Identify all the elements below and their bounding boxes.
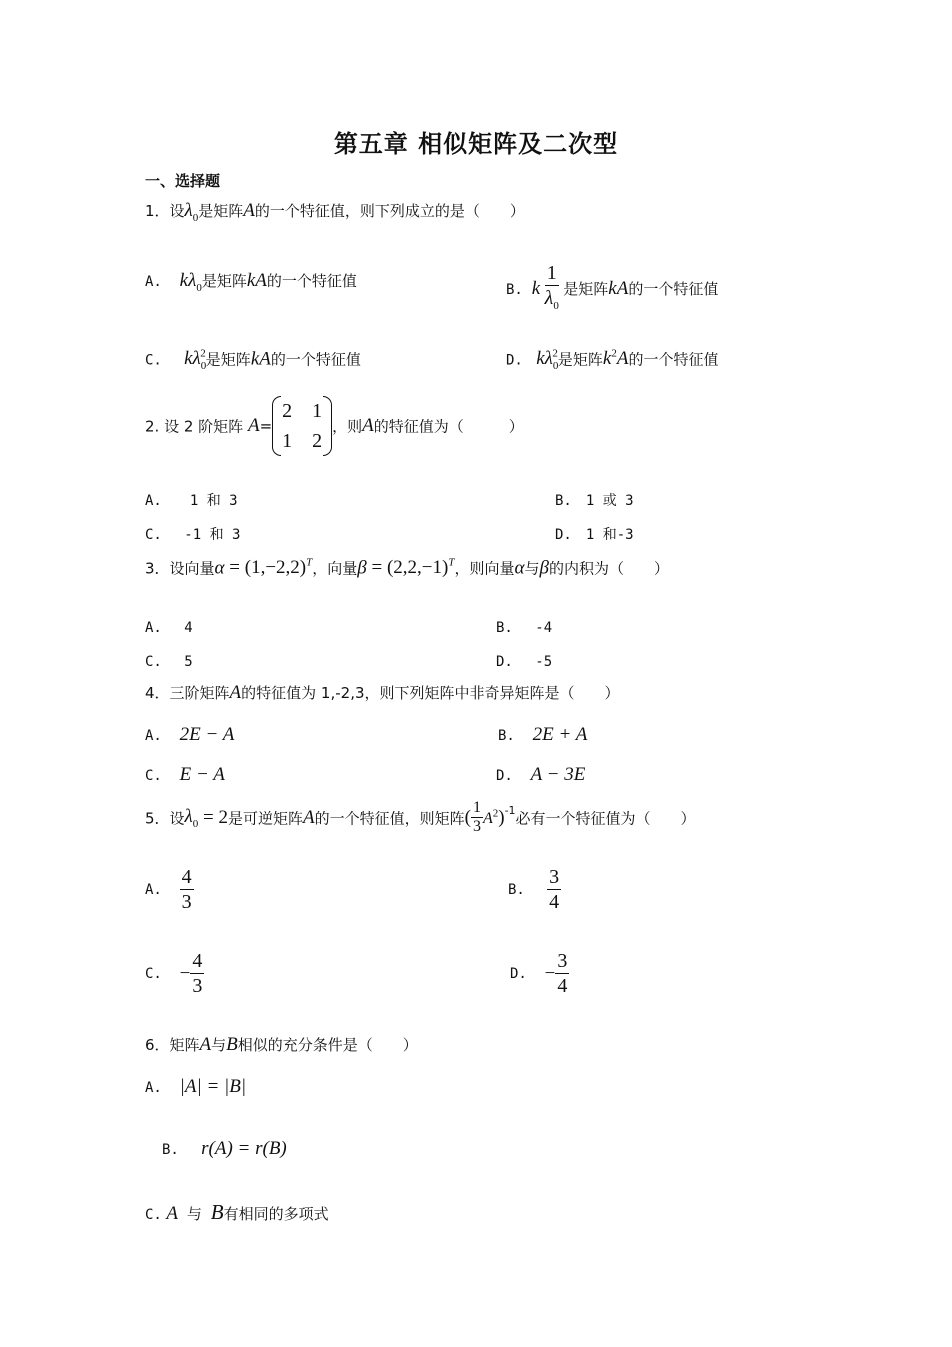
q2-option-c[interactable]: C. -1 和 3	[145, 527, 241, 543]
q4-option-b[interactable]: B. 2E + A	[498, 724, 588, 745]
q1-option-d[interactable]: D. $k\lambda_0^2$是矩阵$k^2A$的一个特征值	[506, 348, 719, 373]
q3-option-d[interactable]: D. -5	[496, 654, 553, 670]
q2-option-a[interactable]: A. 1 和 3	[145, 493, 238, 509]
q5-option-b[interactable]: B. $\frac{3}{4}$	[508, 866, 560, 913]
q1-option-b[interactable]: B. k $\frac{1}{\lambda_0}$ 是矩阵kA的一个特征值	[506, 262, 718, 318]
q4-option-d[interactable]: D. A − 3E	[496, 764, 586, 785]
q1-b-fraction: $\frac{1}{\lambda_0}$	[544, 262, 559, 312]
q2-matrix: 2 1 1 2	[272, 396, 332, 456]
q1-option-a[interactable]: A. $k\lambda_0$是矩阵kA的一个特征值	[145, 270, 357, 294]
q1-a-expr: $k\lambda_0$	[179, 270, 202, 294]
q1-lambda: $\lambda_0$	[184, 200, 199, 224]
question-3: 3．设向量$\alpha = (1,-2,2)^T$，向量$\beta = (2,2,-1)^T$，则向量α与β的内积为（ ）	[145, 557, 669, 579]
question-6: 6．矩阵A与B相似的充分条件是（ ）	[145, 1034, 418, 1055]
q1-matrix-a: A	[243, 200, 255, 221]
q1-text: 是矩阵	[198, 202, 244, 220]
question-2: 2. 设 2 阶矩阵 A= 2 1 1 2 ，则A的特征值为（ ）	[145, 396, 524, 456]
q5-option-d[interactable]: D. − $\frac{3}{4}$	[510, 950, 568, 997]
q6-option-b[interactable]: B. r(A) = r(B)	[162, 1138, 287, 1159]
question-1	[145, 200, 525, 224]
q6-option-c[interactable]: C. A 与 B有相同的多项式	[145, 1200, 329, 1224]
q3-option-a[interactable]: A. 4	[145, 620, 193, 636]
q5-option-a[interactable]: A. $\frac{4}{3}$	[145, 866, 192, 913]
q1-text-2: 的一个特征值，则下列成立的是（ ）	[254, 202, 525, 220]
question-5: 5．设$\lambda_0 = 2$是可逆矩阵A的一个特征值，则矩阵( $\frac{1}{3}$ $A^2)^{-1}$必有一个特征值为（ ）	[145, 799, 696, 835]
q1-option-c[interactable]: C. $k\lambda_0^2$是矩阵kA的一个特征值	[145, 348, 361, 373]
q6-option-a[interactable]: A. |A| = |B|	[145, 1076, 247, 1097]
q2-option-b[interactable]: B. 1 或 3	[555, 493, 634, 509]
q5-option-c[interactable]: C. − $\frac{4}{3}$	[145, 950, 203, 997]
q4-option-c[interactable]: C. E − A	[145, 764, 225, 785]
page-title: 第五章 相似矩阵及二次型	[333, 130, 619, 158]
q3-option-c[interactable]: C. 5	[145, 654, 193, 670]
q4-option-a[interactable]: A. 2E − A	[145, 724, 235, 745]
q5-fraction: $\frac{1}{3}$	[472, 799, 481, 835]
question-4: 4．三阶矩阵A的特征值为 1,-2,3，则下列矩阵中非奇异矩阵是（ ）	[145, 682, 620, 703]
section-heading: 一、选择题	[145, 172, 221, 190]
q3-option-b[interactable]: B. -4	[496, 620, 553, 636]
q2-option-d[interactable]: D. 1 和-3	[555, 527, 634, 543]
q1-number: 1．设	[145, 202, 185, 220]
